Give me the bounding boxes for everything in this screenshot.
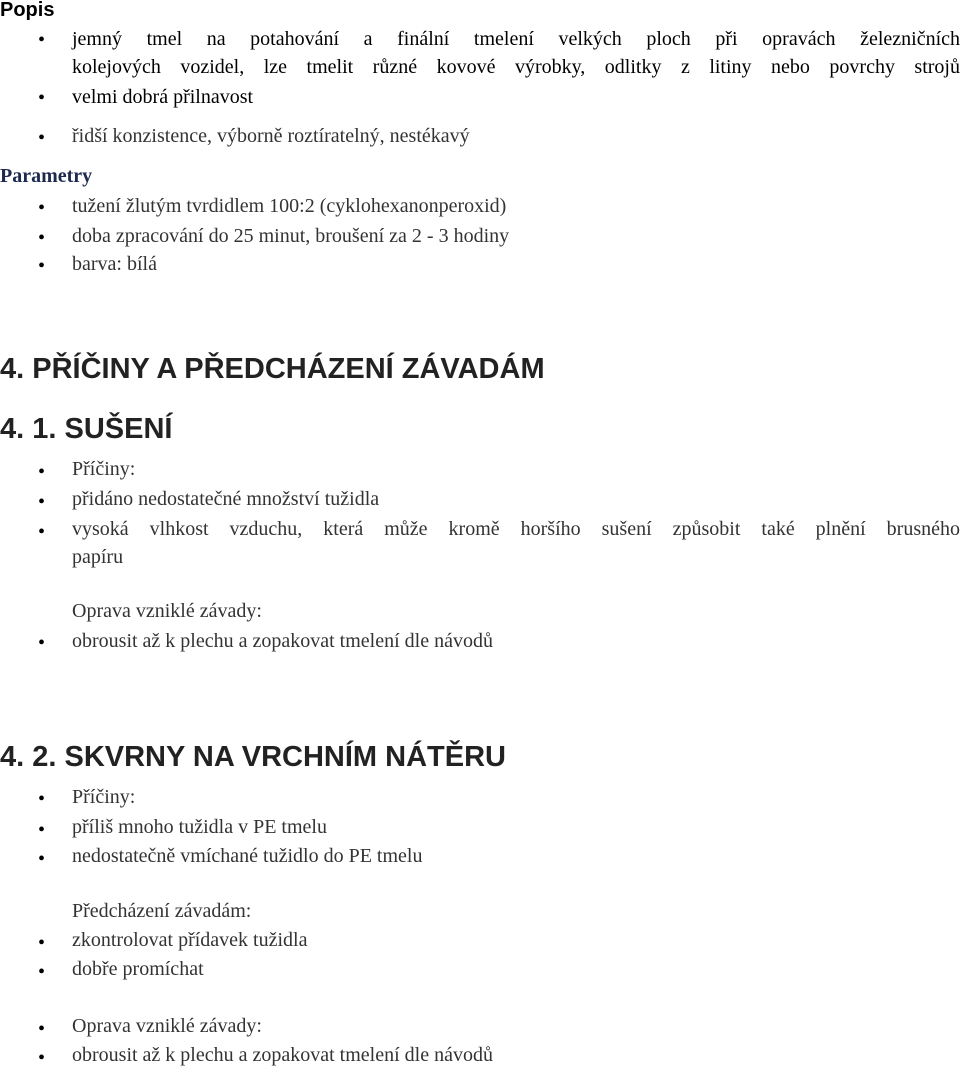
section-4-1-heading: 4. 1. SUŠENÍ — [0, 413, 173, 445]
section-4-2-item-2: příliš mnoho tužidla v PE tmelu — [72, 816, 327, 838]
section-4-1-oprava-label: Oprava vzniklé závady: — [72, 600, 262, 622]
section-4-1-item-2: přidáno nedostatečné množství tužidla — [72, 488, 380, 510]
bullet-icon — [38, 128, 50, 148]
popis-item-1-cont: kolejových vozidel, lze tmelit různé kovové výrobky, odlitky z litiny nebo povrchy strojů — [72, 56, 960, 78]
section-4-2-oprava-label: Oprava vzniklé závady: — [72, 1015, 262, 1037]
bullet-icon — [38, 30, 50, 50]
bullet-icon — [38, 88, 50, 108]
bullet-icon — [38, 933, 50, 953]
parametry-heading: Parametry — [0, 165, 93, 187]
section-4-2-predchazeni-item-1: zkontrolovat přídavek tužidla — [72, 929, 308, 951]
bullet-icon — [38, 633, 50, 653]
section-4-2-item-3: nedostatečně vmíchané tužidlo do PE tmelu — [72, 845, 423, 867]
section-4-1-item-3-cont: papíru — [72, 546, 124, 568]
bullet-icon — [38, 849, 50, 869]
section-4-2-predchazeni-label: Předcházení závadám: — [72, 900, 252, 922]
section-4-2-predchazeni-item-2: dobře promíchat — [72, 958, 204, 980]
bullet-icon — [38, 462, 50, 482]
bullet-icon — [38, 1048, 50, 1068]
bullet-icon — [38, 820, 50, 840]
parametry-item-3: barva: bílá — [72, 253, 157, 275]
bullet-icon — [38, 256, 50, 276]
parametry-item-2: doba zpracování do 25 minut, broušení za 2 - 3 hodiny — [72, 225, 510, 247]
bullet-icon — [38, 228, 50, 248]
section-4-heading: 4. PŘÍČINY A PŘEDCHÁZENÍ ZÁVADÁM — [0, 353, 545, 385]
bullet-icon — [38, 198, 50, 218]
bullet-icon — [38, 1019, 50, 1039]
section-4-1-item-3: vysoká vlhkost vzduchu, která může kromě horšího sušení způsobit také plnění brusného — [72, 518, 960, 540]
parametry-item-1: tužení žlutým tvrdidlem 100:2 (cyklohexanonperoxid) — [72, 195, 507, 217]
popis-item-3: řidší konzistence, výborně roztíratelný, nestékavý — [72, 125, 470, 147]
section-4-2-oprava-item-1: obrousit až k plechu a zopakovat tmelení dle návodů — [72, 1044, 493, 1066]
popis-heading: Popis — [0, 0, 55, 21]
section-4-1-oprava-item-1: obrousit až k plechu a zopakovat tmelení dle návodů — [72, 630, 493, 652]
bullet-icon — [38, 962, 50, 982]
popis-item-1: jemný tmel na potahování a finální tmelení velkých ploch při opravách železničních — [72, 28, 960, 50]
bullet-icon — [38, 522, 50, 542]
popis-item-2: velmi dobrá přilnavost — [72, 86, 254, 108]
section-4-2-heading: 4. 2. SKVRNY NA VRCHNÍM NÁTĚRU — [0, 741, 506, 773]
bullet-icon — [38, 789, 50, 809]
section-4-1-item-1: Příčiny: — [72, 458, 136, 480]
section-4-2-item-1: Příčiny: — [72, 786, 136, 808]
bullet-icon — [38, 492, 50, 512]
